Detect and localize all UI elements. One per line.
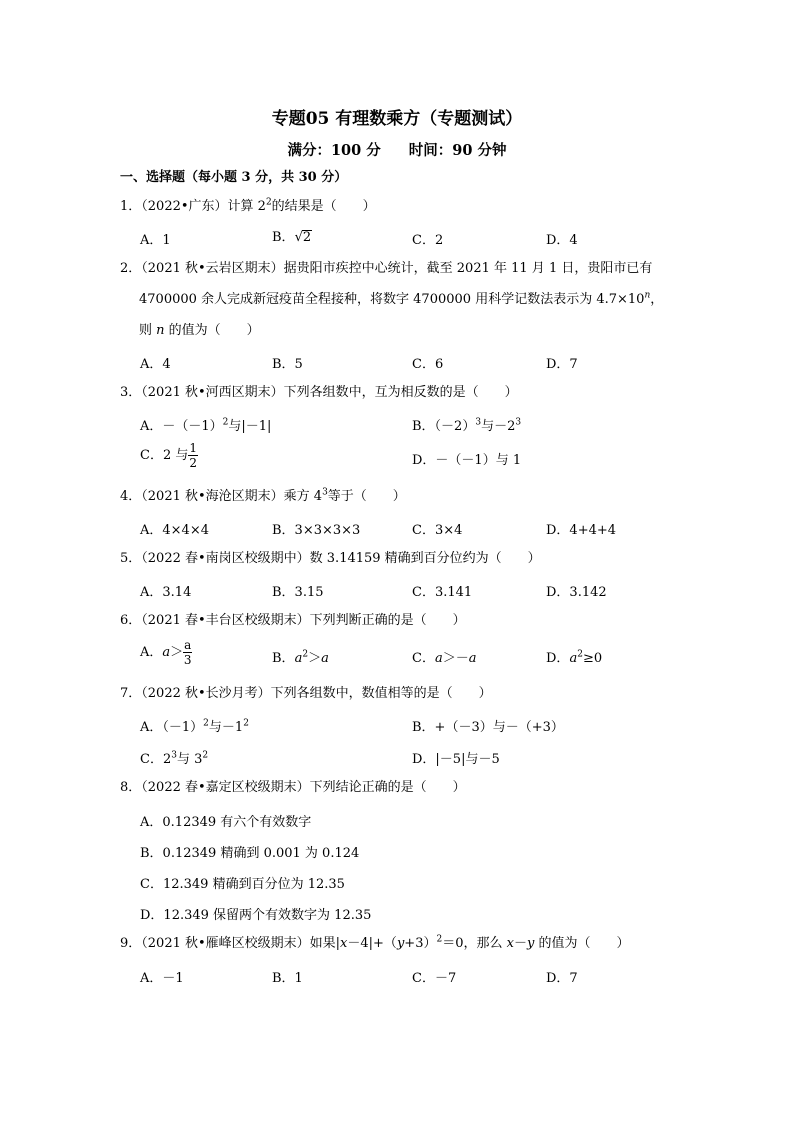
question-3-option-d: D．－（－1）与 1 [412, 453, 522, 468]
question-6-option-b: B．$a^2>a$ [272, 649, 329, 666]
question-5-option-c: C．3.141 [412, 585, 473, 600]
question-8-option-a: A．0.12349 有六个有效数字 [140, 815, 312, 830]
question-9-option-d: D．7 [546, 971, 578, 986]
question-3-stem: 3．（2021 秋•河西区期末）下列各组数中，互为相反数的是（ ） [120, 385, 518, 400]
question-4-option-a: A．4×4×4 [140, 523, 209, 538]
question-5-stem: 5．（2022 春•南岗区校级期中）数 3.14159 精确到百分位约为（ ） [120, 551, 541, 566]
question-2-stem-line3: 则 n 的值为（ ） [139, 323, 260, 338]
exam-info [0, 139, 794, 160]
question-6-option-a: A．a＞ $\frac{a}{3}$ [140, 638, 192, 667]
question-4-option-b: B．3×3×3×3 [272, 523, 361, 538]
question-2-stem-line2: 4700000 余人完成新冠疫苗全程接种，将数字 4700000 用科学记数法表示为 $4.7\times 10^n$， [139, 290, 664, 307]
question-9-option-a: A．－1 [140, 971, 184, 986]
question-1-stem: 1．（2022•广东）计算 $2^2$的结果是（ ） [120, 197, 376, 214]
question-3-option-b: B．$(-2)^3$与$-2^3$ [412, 417, 522, 434]
question-7-option-b: B．+（－3）与－（+3） [412, 720, 564, 735]
question-8-option-c: C．12.349 精确到百分位为 12.35 [140, 877, 345, 892]
question-4-stem: 4．（2021 秋•海沧区期末）乘方 $4^3$等于（ ） [120, 487, 406, 504]
question-6-option-c: C．a＞－a [412, 651, 477, 666]
question-1-option-b: B．√2 [272, 230, 312, 245]
question-9-stem: 9．（2021 秋•雁峰区校级期末）如果$|x-4|+(y+3)^2=0$，那么 x－y 的值为（ ） [120, 934, 630, 951]
question-2-option-d: D．7 [546, 357, 578, 372]
question-8-option-b: B．0.12349 精确到 0.001 为 0.124 [140, 846, 360, 861]
question-2-stem: 2．（2021 秋•云岩区期末）据贵阳市疾控中心统计，截至 2021 年 11 月 1 日，贵阳市已有 [120, 261, 653, 276]
question-1-option-c: C．2 [412, 233, 444, 248]
question-7-stem: 7．（2022 秋•长沙月考）下列各组数中，数值相等的是（ ） [120, 686, 492, 701]
question-7-option-c: C．$2^3$与 $3^2$ [140, 750, 209, 767]
question-7-option-a: A．$(-1)^2$与$-1^2$ [140, 718, 249, 735]
question-8-stem: 8．（2022 春•嘉定区校级期末）下列结论正确的是（ ） [120, 780, 466, 795]
question-3-option-c: C．2 与 $\frac{1}{2}$ [140, 441, 197, 470]
fraction: $\frac{a}{3}$ [183, 638, 192, 667]
question-6-stem: 6．（2021 春•丰台区校级期末）下列判断正确的是（ ） [120, 613, 466, 628]
question-5-option-a: A．3.14 [140, 585, 192, 600]
page-title: 专题05 有理数乘方（专题测试） [271, 109, 523, 129]
question-9-option-c: C．－7 [412, 971, 457, 986]
question-9-option-b: B．1 [272, 971, 303, 986]
question-4-option-c: C．3×4 [412, 523, 463, 538]
question-1-option-a: A．1 [140, 233, 171, 248]
question-5-option-b: B．3.15 [272, 585, 324, 600]
question-5-option-d: D．3.142 [546, 585, 607, 600]
question-8-option-d: D．12.349 保留两个有效数字为 12.35 [140, 908, 372, 923]
question-7-option-d: D．|－5|与－5 [412, 752, 500, 767]
question-2-option-b: B．5 [272, 357, 303, 372]
question-2-option-a: A．4 [140, 357, 171, 372]
question-1-option-d: D．4 [546, 233, 578, 248]
question-6-option-d: D．$a^2\ge 0$ [546, 649, 603, 666]
question-3-option-a: A．$-(-1)^2$与|－1| [140, 417, 272, 434]
time-label: 时间：90 分钟 [408, 142, 507, 159]
section-heading: 一、选择题（每小题 3 分，共 30 分） [120, 170, 348, 185]
question-4-option-d: D．4+4+4 [546, 523, 617, 538]
fraction: $\frac{1}{2}$ [189, 441, 197, 470]
score-label: 满分：100 分 [287, 142, 381, 159]
question-2-option-c: C．6 [412, 357, 444, 372]
